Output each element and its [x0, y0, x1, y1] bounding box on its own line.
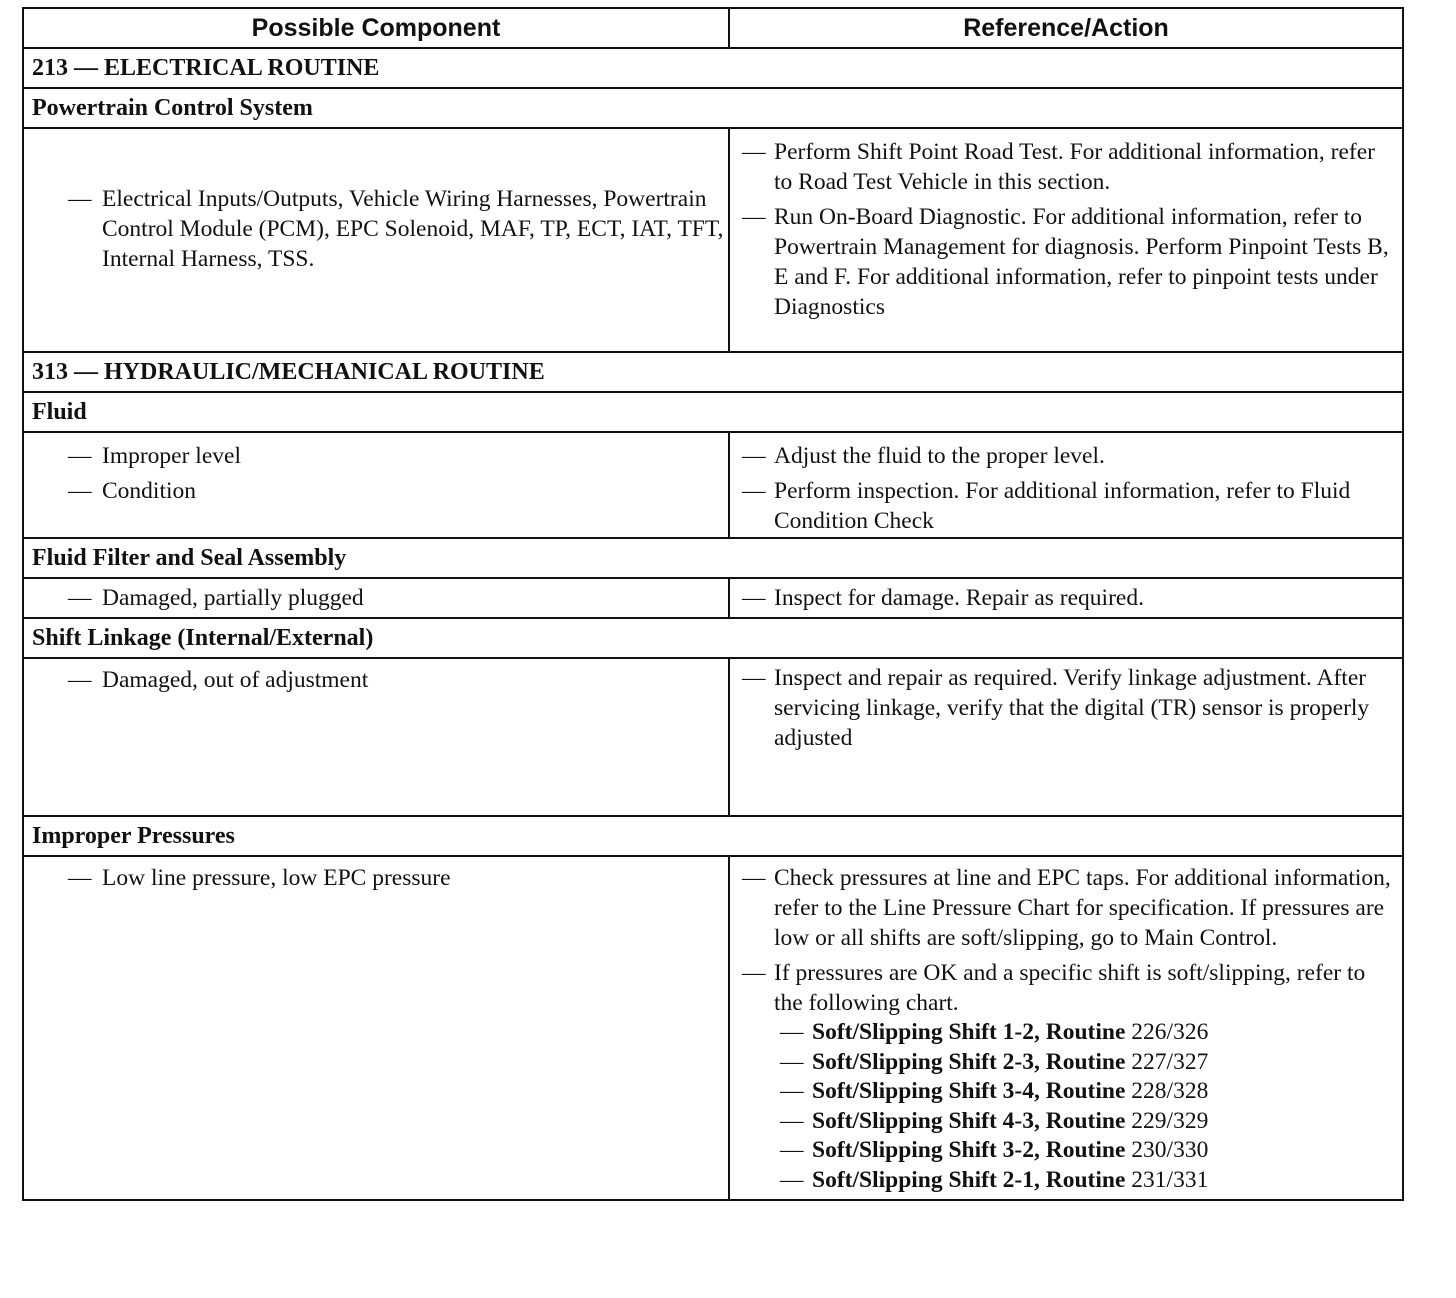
- action-item: — Perform inspection. For additional information, refer to Fluid Condition Check: [742, 478, 1351, 534]
- subsection-row: [23, 88, 1403, 128]
- table-row: [23, 578, 1403, 618]
- action-item: — Check pressures at line and EPC taps. For additional information, refer to the Line Pressure Chart for specification. If pressures are low or all shifts are soft/slipping, go to Main Control.: [742, 865, 1391, 951]
- subsection-title-pressures: Improper Pressures: [23, 816, 1403, 856]
- action-cell: [729, 578, 1403, 618]
- shift-routine-item: — Soft/Slipping Shift 1-2, Routine 226/326: [780, 1019, 1209, 1045]
- subsection-row: [23, 538, 1403, 578]
- action-cell: [729, 658, 1403, 816]
- table-row: [23, 128, 1403, 352]
- component-item: — Improper level: [68, 443, 241, 469]
- action-item: — Adjust the fluid to the proper level.: [742, 443, 1105, 469]
- table-row: [23, 658, 1403, 816]
- shift-routine-item: — Soft/Slipping Shift 4-3, Routine 229/329: [780, 1107, 1209, 1134]
- subsection-title-linkage: Shift Linkage (Internal/External): [23, 618, 1403, 658]
- action-cell: [729, 128, 1403, 352]
- action-item: — If pressures are OK and a specific shift is soft/slipping, refer to the following chart.: [742, 960, 1366, 1016]
- component-cell: [23, 856, 729, 1200]
- component-item: — Damaged, partially plugged: [68, 585, 364, 611]
- section-row: [23, 48, 1403, 88]
- subsection-title-filter: Fluid Filter and Seal Assembly: [23, 538, 1403, 578]
- subsection-row: [23, 816, 1403, 856]
- shift-routine-item: — Soft/Slipping Shift 2-3, Routine 227/327: [780, 1048, 1209, 1075]
- action-item: — Perform Shift Point Road Test. For additional information, refer to Road Test Vehicle in this section.: [742, 139, 1375, 195]
- action-item: — Inspect for damage. Repair as required.: [742, 585, 1144, 611]
- table-row: [23, 856, 1403, 1200]
- component-item: — Condition: [68, 478, 197, 504]
- component-cell: [23, 658, 729, 816]
- component-cell: [23, 578, 729, 618]
- action-item: — Run On-Board Diagnostic. For additional information, refer to Powertrain Management for diagnosis. Perform Pinpoint Tests B, E and F. For additional information, refer to pinpoint tests under Diagnostics: [742, 204, 1389, 320]
- action-cell: [729, 856, 1403, 1200]
- diagnostic-table: [22, 7, 1404, 1201]
- component-cell: [23, 432, 729, 538]
- shift-routine-item: — Soft/Slipping Shift 3-2, Routine 230/330: [780, 1137, 1209, 1163]
- subsection-row: [23, 618, 1403, 658]
- header-possible-component: Possible Component: [23, 8, 729, 48]
- component-item: — Damaged, out of adjustment: [68, 667, 369, 693]
- component-cell: [23, 128, 729, 352]
- shift-routine-item: — Soft/Slipping Shift 3-4, Routine 228/328: [780, 1078, 1209, 1104]
- subsection-title-pcs: Powertrain Control System: [23, 88, 1403, 128]
- subsection-title-fluid: Fluid: [23, 392, 1403, 432]
- action-cell: [729, 432, 1403, 538]
- component-item: — Low line pressure, low EPC pressure: [68, 865, 451, 891]
- shift-routine-item: — Soft/Slipping Shift 2-1, Routine 231/331: [780, 1166, 1209, 1193]
- section-row: [23, 352, 1403, 392]
- table-row: [23, 432, 1403, 538]
- section-title-electrical: 213 — ELECTRICAL ROUTINE: [23, 48, 1403, 88]
- component-item: — Electrical Inputs/Outputs, Vehicle Wiring Harnesses, Powertrain Control Module (PCM), EPC Solenoid, MAF, TP, ECT, IAT, TFT, Internal Harness, TSS.: [68, 186, 724, 272]
- subsection-row: [23, 392, 1403, 432]
- section-title-hydraulic: 313 — HYDRAULIC/MECHANICAL ROUTINE: [23, 352, 1403, 392]
- header-reference-action: Reference/Action: [729, 8, 1403, 48]
- table-header-row: [23, 8, 1403, 48]
- action-item: — Inspect and repair as required. Verify linkage adjustment. After servicing linkage, verify that the digital (TR) sensor is properly adjusted: [742, 665, 1370, 751]
